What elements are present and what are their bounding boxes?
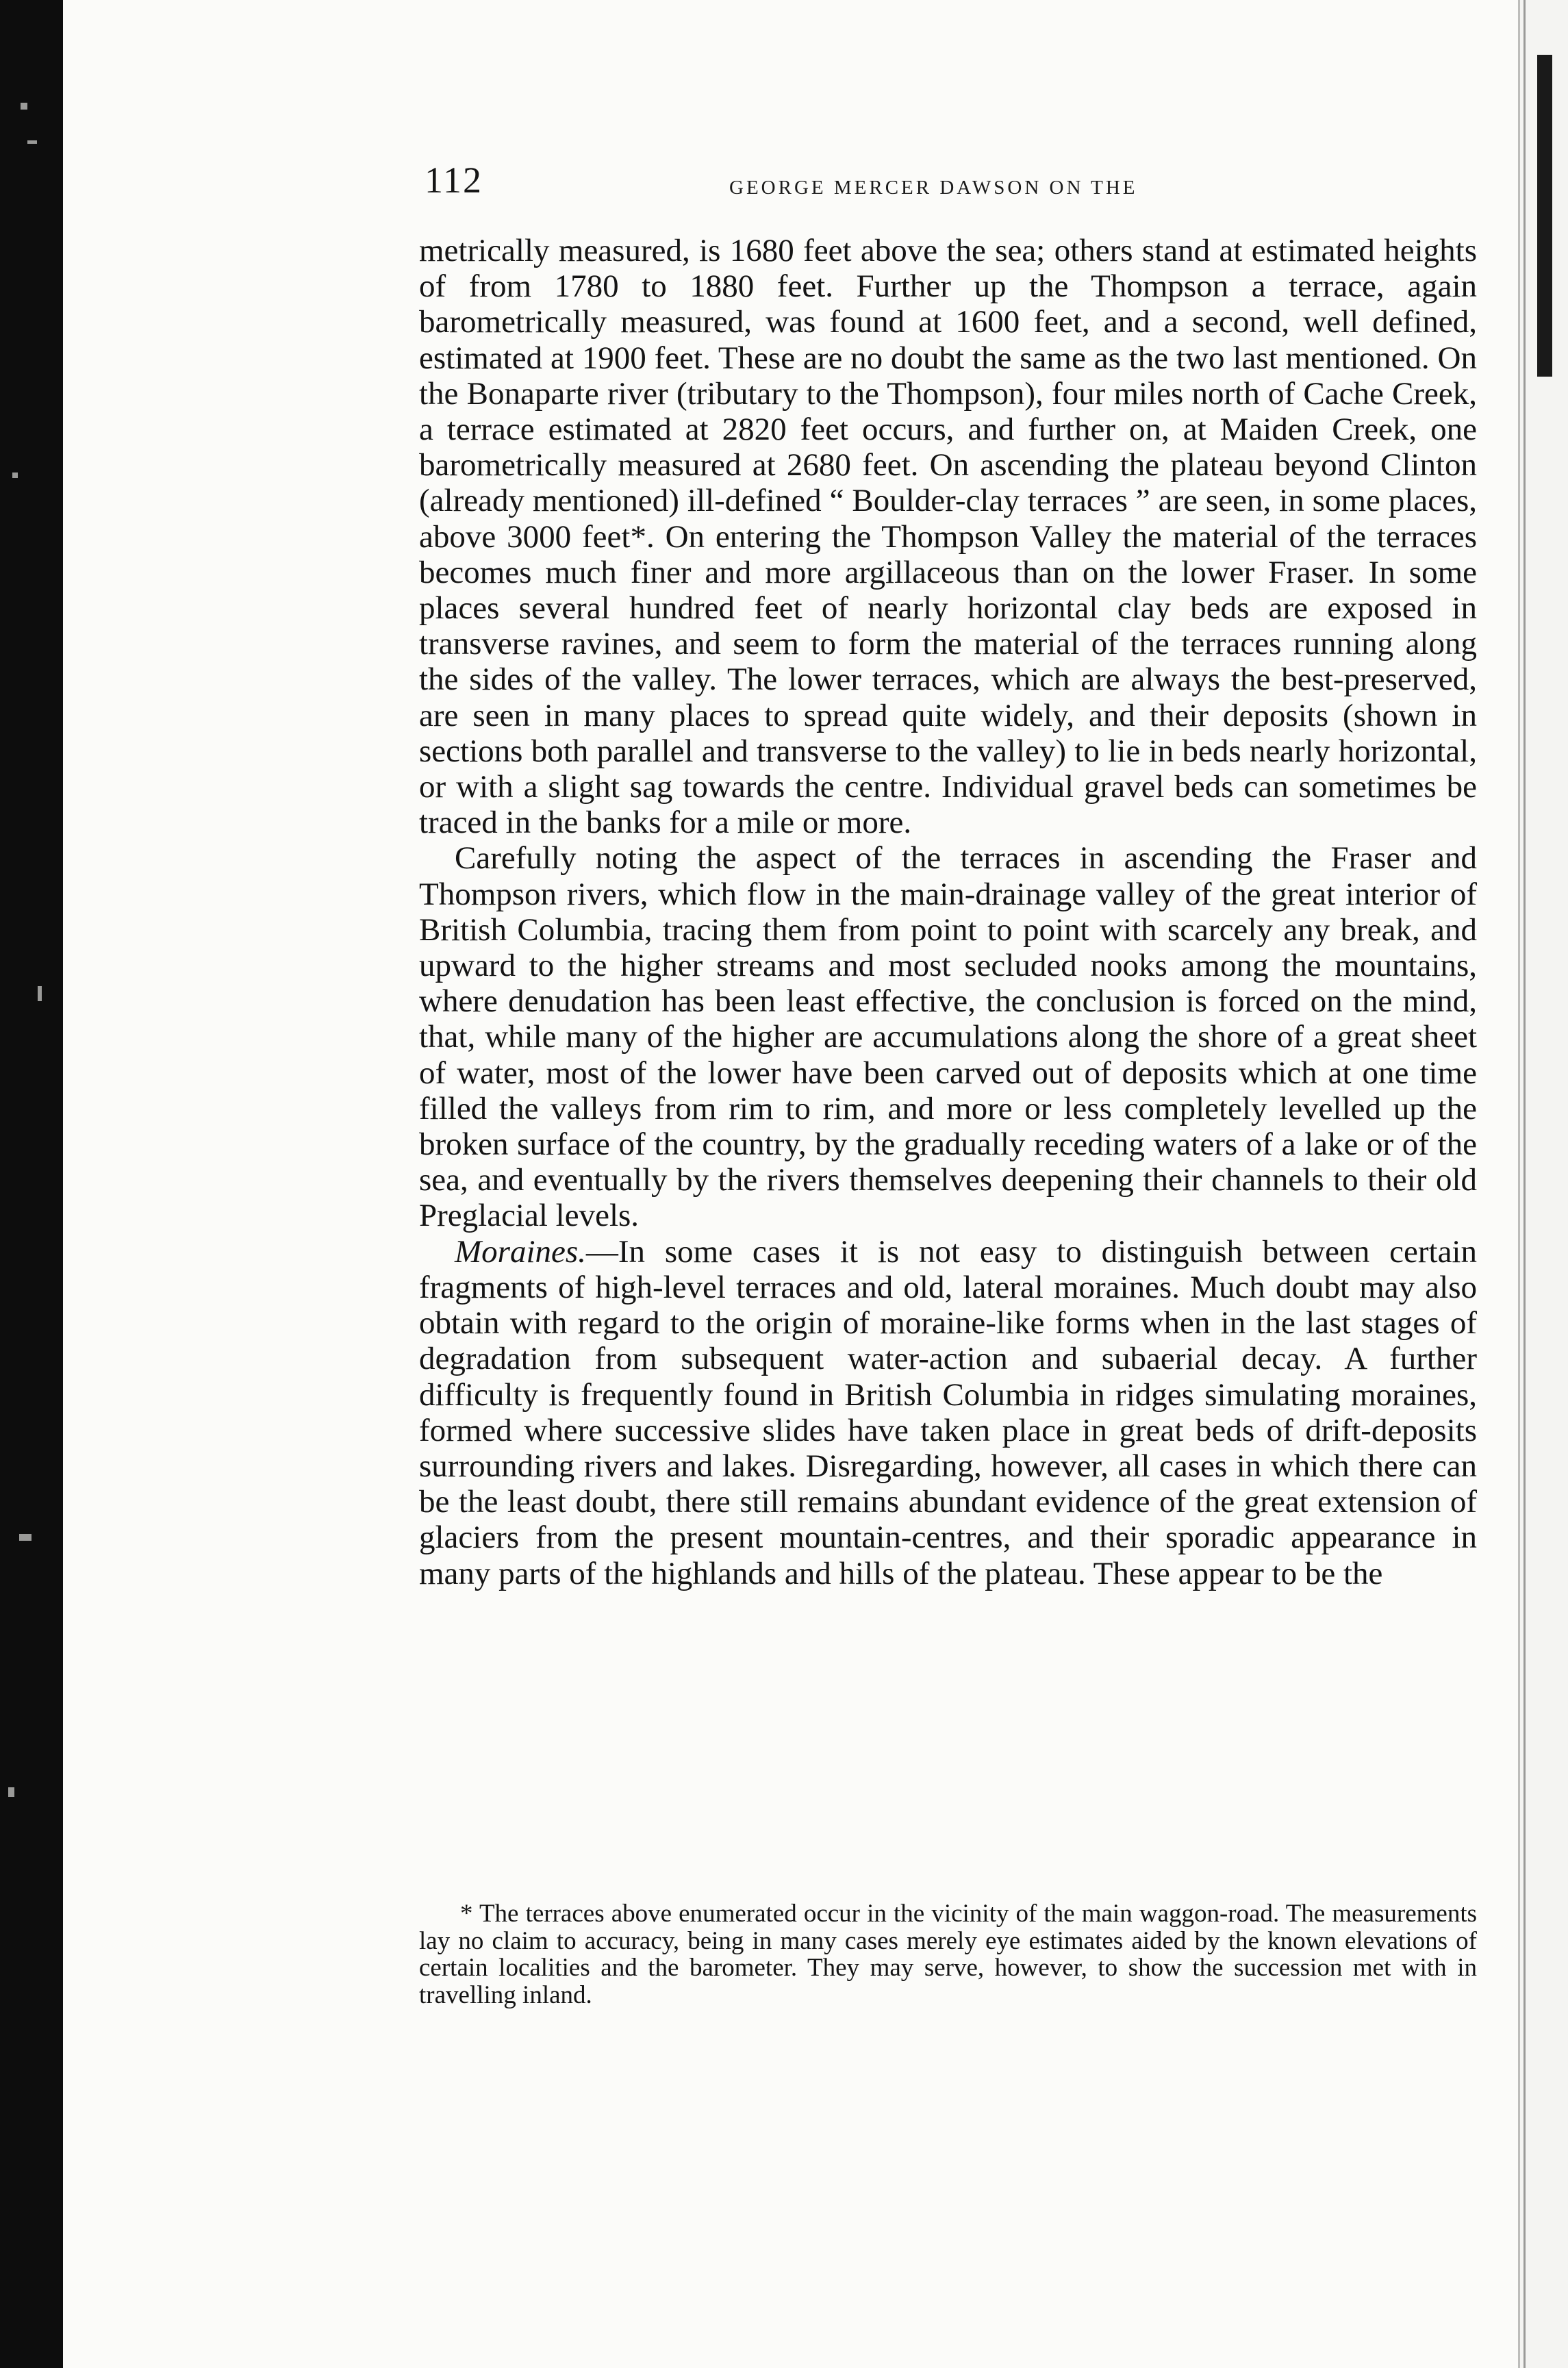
running-head: GEORGE MERCER DAWSON ON THE [729,177,1138,199]
paragraph: metrically measured, is 1680 feet above the sea; others stand at estimated heights of from 1780 to 1880 feet. Further up the Thompson a terrace, again barometrically measured, was found at 1600 feet, and a second, well defined, estimated at 1900 feet. These are no doubt the same as the two last mentioned. On the Bonaparte river (tributary to the Thompson), four miles north of Cache Creek, a terrace estimated at 2820 feet occurs, and further on, at Maiden Creek, one barometrically measured at 2680 feet. On ascending the plateau beyond Clinton (already mentioned) ill-defined “ Boulder-clay terraces ” are seen, in some places, above 3000 feet*. On entering the Thompson Valley the material of the terraces becomes much finer and more argillaceous than on the lower Fraser. In some places several hundred feet of nearly horizontal clay beds are exposed in transverse ravines, and seem to form the material of the terraces running along the sides of the valley. The lower terraces, which are always the best-preserved, are seen in many places to spread quite widely, and their deposits (shown in sections both parallel and transverse to the valley) to lie in beds nearly horizontal, or with a slight sag towards the centre. Individual gravel beds can sometimes be traced in the banks for a mile or more. [419,233,1477,841]
paragraph-text: —In some cases it is not easy to distinguish between certain fragments of high-level terraces and old, lateral moraines. Much doubt may also obtain with regard to the origin of moraine-like forms when in the last stages of degradation from subsequent water-action and subaerial decay. A further difficulty is frequently found in British Columbia in ridges simulating moraines, formed where successive slides have taken place in great beds of drift-deposits surrounding rivers and lakes. Disregarding, however, all cases in which there can be the least doubt, there still remains abundant evidence of the great extension of glaciers from the present mountain-centres, and their sporadic appearance in many parts of the highlands and hills of the plateau. These appear to be the [419,1233,1477,1591]
scan-speck [21,103,27,110]
scan-speck [19,1534,31,1541]
paragraph [419,1234,1477,1591]
body-text [419,233,1477,1591]
footnote: * The terraces above enumerated occur in the vicinity of the main waggon-road. The measurements lay no claim to accuracy, being in many cases merely eye estimates aided by the known elevations of certain localities and the barometer. They may serve, however, to show the succession met with in travelling inland. [419,1900,1477,2009]
section-heading: Moraines. [455,1233,586,1270]
page-header [425,159,1479,207]
paragraph: Carefully noting the aspect of the terraces in ascending the Fraser and Thompson rivers, which flow in the main-drainage valley of the great interior of British Columbia, tracing them from point to point with scarcely any break, and upward to the higher streams and most secluded nooks among the mountains, where denudation has been least effective, the conclusion is forced on the mind, that, while many of the higher are accumulations along the shore of a great sheet of water, most of the lower have been carved out of deposits which at one time filled the valleys from rim to rim, and more or less completely levelled up the broken surface of the country, by the gradually receding waters of a lake or of the sea, and eventually by the rivers themselves deepening their channels to their old Preglacial levels. [419,840,1477,1234]
page-number: 112 [425,160,483,201]
scan-speck [12,473,18,478]
scan-speck [8,1787,14,1797]
scan-speck [27,140,37,144]
scan-speck [38,986,42,1001]
binding-shadow [1537,55,1552,377]
